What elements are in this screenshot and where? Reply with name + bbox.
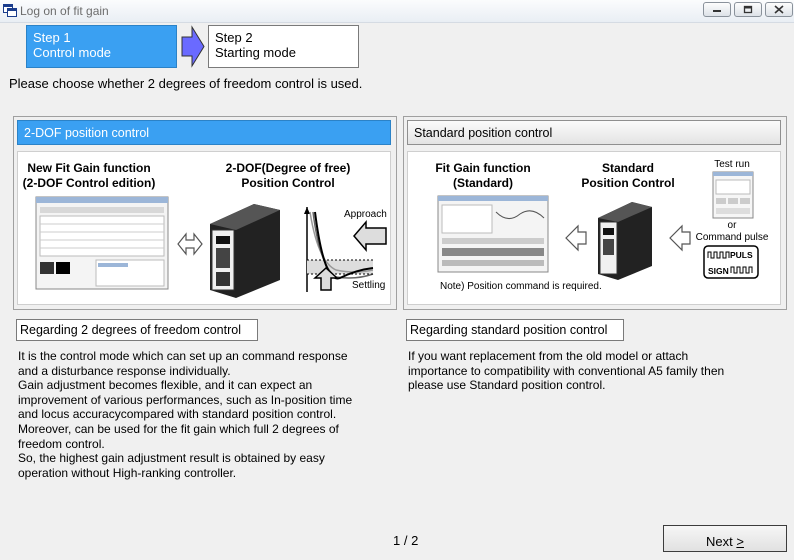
software-screenshot-thumbnail	[36, 197, 168, 289]
arrow-left-icon	[670, 226, 690, 250]
option-2dof-panel[interactable]	[13, 116, 397, 310]
title-bar	[0, 0, 794, 23]
illustration-std-title-1a: Fit Gain function	[435, 161, 531, 175]
illustration-title-2b: Position Control	[241, 176, 335, 190]
option-standard-panel[interactable]	[403, 116, 787, 310]
command-pulse-label: Command pulse	[695, 232, 769, 243]
close-icon	[774, 5, 784, 14]
step-1-name: Control mode	[33, 45, 112, 60]
illustration-title-1b: (2-DOF Control edition)	[22, 176, 156, 190]
regarding-standard-label: Regarding standard position control	[406, 319, 624, 341]
minimize-button[interactable]	[703, 2, 731, 17]
arrow-left-icon	[566, 226, 586, 250]
next-button-label: Next	[706, 533, 737, 549]
option-standard-button[interactable]: Standard position control	[407, 120, 781, 145]
servo-amplifier-image	[210, 204, 280, 298]
maximize-button[interactable]	[734, 2, 762, 17]
puls-sign-icon	[704, 246, 758, 278]
step-2-name: Starting mode	[215, 45, 296, 60]
step-2-box	[208, 25, 359, 68]
illustration-std-title-2b: Position Control	[581, 176, 675, 190]
2dof-description: It is the control mode which can set up an command response and a disturbance response individually. Gain adjustment becomes flexible, and it can expect an improvement of various performances, such as In-position time and locus accuracycompared with standard position control. Moreover, can be used for the fit gain which full 2 degrees of freedom control. So, the highest gain adjustment result is obtained by easy operation without High-ranking controller.	[18, 349, 353, 480]
step-2-number: Step 2	[215, 30, 253, 45]
instruction-text: Please choose whether 2 degrees of freedom control is used.	[9, 76, 363, 91]
close-button[interactable]	[765, 2, 793, 17]
step-1-number: Step 1	[33, 30, 71, 45]
regarding-2dof-label: Regarding 2 degrees of freedom control	[16, 319, 258, 341]
servo-amplifier-image	[598, 202, 652, 280]
minimize-icon	[712, 5, 722, 14]
step-1-box	[26, 25, 177, 68]
maximize-icon	[743, 5, 753, 14]
arrow-right-icon	[180, 25, 206, 68]
option-2dof-illustration	[17, 151, 391, 305]
or-label: or	[727, 220, 737, 231]
next-button-mnemonic: >	[736, 533, 744, 549]
double-arrow-icon	[178, 234, 202, 254]
note-label: Note) Position command is required.	[440, 281, 602, 292]
approach-label: Approach	[344, 209, 387, 220]
illustration-title-1a: New Fit Gain function	[27, 161, 151, 175]
test-run-thumbnail	[713, 172, 753, 218]
option-2dof-button[interactable]: 2-DOF position control	[17, 120, 391, 145]
test-run-label: Test run	[714, 159, 750, 170]
sign-label: SIGN	[708, 266, 729, 276]
app-window-icon	[3, 4, 17, 17]
puls-label: PULS	[730, 250, 753, 260]
standard-description: If you want replacement from the old model or attach importance to compatibility with conventional A5 family then please use Standard position control.	[408, 349, 725, 393]
window-title: Log on of fit gain	[20, 4, 109, 18]
software-screenshot-thumbnail	[438, 196, 548, 272]
illustration-title-2a: 2-DOF(Degree of free)	[225, 161, 351, 175]
option-standard-illustration	[407, 151, 781, 305]
page-indicator: 1 / 2	[393, 533, 419, 548]
illustration-std-title-2a: Standard	[601, 161, 655, 175]
illustration-std-title-1b: (Standard)	[453, 176, 513, 190]
next-button[interactable]	[663, 525, 787, 552]
settling-label: Settling	[352, 280, 386, 291]
